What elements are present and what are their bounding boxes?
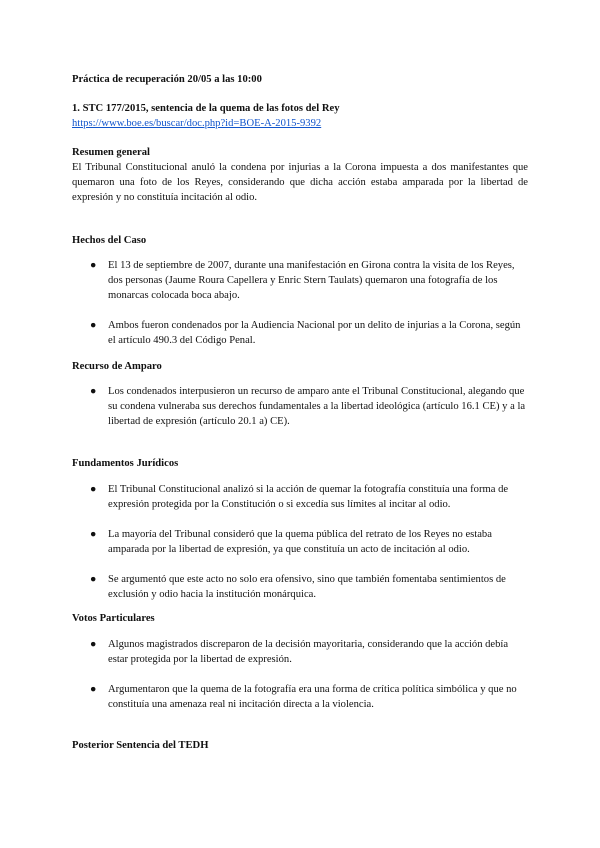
- section-heading-fundamentos: Fundamentos Jurídicos: [72, 458, 179, 469]
- bullet-icon: ●: [90, 574, 97, 585]
- section-heading-hechos: Hechos del Caso: [72, 235, 147, 246]
- section-heading-recurso: Recurso de Amparo: [72, 361, 162, 372]
- list-item: ● Se argumentó que este acto no solo era ofensivo, sino que también fomentaba sentimientos de exclusión y odio hacia la institución monárquica.: [90, 574, 506, 600]
- bullet-icon: ●: [90, 529, 97, 540]
- case-heading: 1. STC 177/2015, sentencia de la quema de las fotos del Rey: [72, 103, 340, 114]
- boe-link[interactable]: https://www.boe.es/buscar/doc.php?id=BOE-A-2015-9392: [72, 118, 322, 129]
- section-heading-tedh: Posterior Sentencia del TEDH: [72, 740, 209, 751]
- list-item: ● El Tribunal Constitucional analizó si la acción de quemar la fotografía constituía una forma de expresión protegida por la Constitución o si excedía sus límites al incitar al odio.: [90, 484, 509, 510]
- summary-heading: Resumen general: [72, 147, 150, 158]
- bullet-icon: ●: [90, 260, 97, 271]
- bullet-list-recurso: [72, 384, 528, 429]
- list-item: ● Algunos magistrados discreparon de la decisión mayoritaria, considerando que la acción debía estar protegida por la libertad de expresión.: [90, 639, 509, 665]
- bullet-icon: ●: [90, 386, 97, 397]
- bullet-icon: ●: [90, 684, 97, 695]
- document-title: Práctica de recuperación 20/05 a las 10:00: [72, 74, 262, 85]
- list-item: ● La mayoría del Tribunal consideró que la quema pública del retrato de los Reyes no estaba amparada por la libertad de expresión, ya que constituía un acto de incitación al odio.: [90, 529, 492, 555]
- bullet-icon: ●: [90, 484, 97, 495]
- bullet-list-hechos: [72, 258, 528, 348]
- list-item: ● Los condenados interpusieron un recurso de amparo ante el Tribunal Constitucional, alegando que su condena vulneraba sus derechos fundamentales a la libertad ideológica (artículo 16.1 CE) y a la libertad de expresión (artículo 20.1 a) CE).: [90, 386, 526, 427]
- section-heading-votos: Votos Particulares: [72, 613, 155, 624]
- list-item: ● Argumentaron que la quema de la fotografía era una forma de crítica política simbólica y que no constituía una amenaza real ni incitación directa a la violencia.: [90, 684, 517, 710]
- list-item: ● Ambos fueron condenados por la Audiencia Nacional por un delito de injurias a la Corona, según el artículo 490.3 del Código Penal.: [90, 320, 521, 346]
- bullet-list-votos: [72, 637, 528, 712]
- bullet-icon: ●: [90, 639, 97, 650]
- list-item: ● El 13 de septiembre de 2007, durante una manifestación en Girona contra la visita de los Reyes, dos personas (Jaume Roura Capellera y Enric Stern Taulats) quemaron una fotografía de los monarcas colocada boca abajo.: [90, 260, 515, 301]
- bullet-icon: ●: [90, 320, 97, 331]
- bullet-list-fundamentos: [72, 482, 528, 602]
- summary-text: El Tribunal Constitucional anuló la condena por injurias a la Corona impuesta a dos manifestantes que quemaron una foto de los Reyes, considerando que dicha acción estaba amparada por la libertad de expresión y no constituía incitación al odio.: [72, 162, 528, 203]
